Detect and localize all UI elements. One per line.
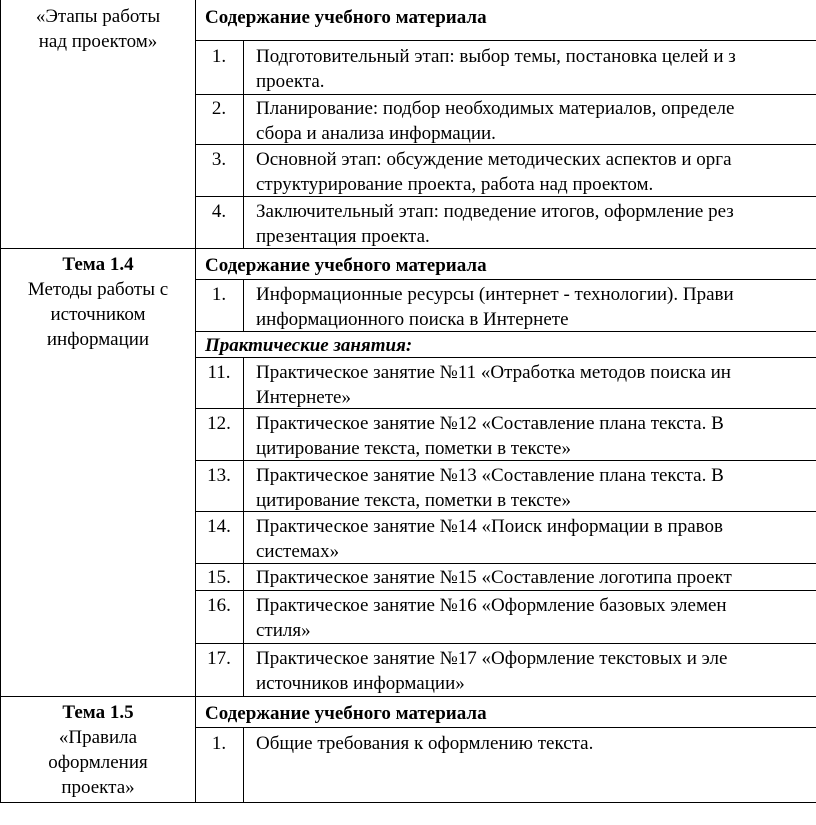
item-text (256, 514, 723, 564)
item-line: цитирование текста, пометки в тексте» (256, 438, 571, 459)
item-number: 12. (207, 413, 231, 434)
topic-line: Методы работы с (27, 279, 169, 300)
item-line: Практическое занятие №11 «Отработка методов поиска ин (256, 362, 731, 383)
item-line: Практическое занятие №12 «Составление плана текста. В (256, 413, 724, 434)
item-line: Информационные ресурсы (интернет - технологии). Прави (256, 284, 734, 305)
item-number: 4. (211, 201, 227, 222)
item-line: презентация проекта. (256, 226, 430, 247)
row-line (195, 94, 816, 95)
topic-line: информации (46, 329, 150, 350)
item-number: 3. (211, 149, 227, 170)
item-number: 11. (207, 362, 231, 383)
item-text (256, 44, 736, 94)
item-line: Планирование: подбор необходимых материалов, определе (256, 98, 735, 119)
item-number: 15. (207, 567, 231, 588)
topic-line: «Этапы работы (35, 6, 161, 27)
topic-line: «Правила (58, 727, 138, 748)
topic-title: Тема 1.4 (62, 254, 134, 275)
item-text (256, 147, 732, 197)
topic-cell (3, 4, 193, 54)
item-line: Практическое занятие №16 «Оформление базовых элемен (256, 595, 727, 616)
content-heading: Содержание учебного материала (205, 703, 487, 724)
practice-heading: Практические занятия: (205, 335, 413, 356)
row-line (195, 643, 816, 644)
topic-title: Тема 1.5 (62, 702, 134, 723)
item-line: Заключительный этап: подведение итогов, оформление рез (256, 201, 734, 222)
item-line: Практическое занятие №17 «Оформление текстовых и эле (256, 648, 728, 669)
item-number: 13. (207, 465, 231, 486)
item-line: сбора и анализа информации. (256, 123, 496, 144)
item-number: 1. (211, 284, 227, 305)
table-border-bottom (0, 802, 816, 803)
item-text (256, 360, 731, 410)
row-line (195, 727, 816, 728)
table-border-left (0, 0, 1, 803)
item-text (256, 411, 724, 461)
item-number: 16. (207, 595, 231, 616)
item-text (256, 463, 724, 513)
number-column-line (243, 357, 244, 697)
topic-line: проекта» (61, 777, 135, 798)
item-line: Практическое занятие №14 «Поиск информации в правов (256, 516, 723, 537)
item-number: 17. (207, 648, 231, 669)
topic-line: оформления (48, 752, 148, 773)
item-text (256, 199, 734, 249)
item-number: 1. (211, 46, 227, 67)
item-line: источников информации» (256, 673, 465, 694)
item-text (256, 96, 734, 146)
number-column-line (243, 40, 244, 249)
row-line (195, 40, 816, 41)
row-line (195, 590, 816, 591)
row-line (195, 279, 816, 280)
item-line: стиля» (256, 620, 311, 641)
item-text (256, 282, 734, 332)
item-line: Интернете» (256, 387, 351, 408)
item-number: 2. (211, 98, 227, 119)
number-column-line (243, 727, 244, 803)
item-line: Подготовительный этап: выбор темы, постановка целей и з (256, 46, 736, 67)
item-line: проекта. (256, 71, 325, 92)
topic-line: над проектом» (38, 31, 158, 52)
item-number: 1. (211, 733, 227, 754)
item-line: Практическое занятие №13 «Составление плана текста. В (256, 465, 724, 486)
item-line: Основной этап: обсуждение методических аспектов и орга (256, 149, 732, 170)
item-text (256, 565, 732, 590)
topic-cell (3, 700, 193, 800)
item-text (256, 593, 727, 643)
item-line: Практическое занятие №15 «Составление логотипа проект (256, 567, 732, 588)
item-text (256, 646, 727, 696)
topic-cell (3, 252, 193, 352)
item-line: системах» (256, 541, 340, 562)
topic-line: источником (50, 304, 146, 325)
item-line: структурирование проекта, работа над проектом. (256, 174, 654, 195)
item-text (256, 731, 593, 756)
number-column-line (243, 279, 244, 332)
content-heading: Содержание учебного материала (205, 7, 487, 28)
item-number: 14. (207, 516, 231, 537)
item-line: Общие требования к оформлению текста. (256, 733, 594, 754)
item-line: информационного поиска в Интернете (256, 309, 569, 330)
section-divider (0, 696, 816, 697)
item-line: цитирование текста, пометки в тексте» (256, 490, 571, 511)
content-heading: Содержание учебного материала (205, 255, 487, 276)
